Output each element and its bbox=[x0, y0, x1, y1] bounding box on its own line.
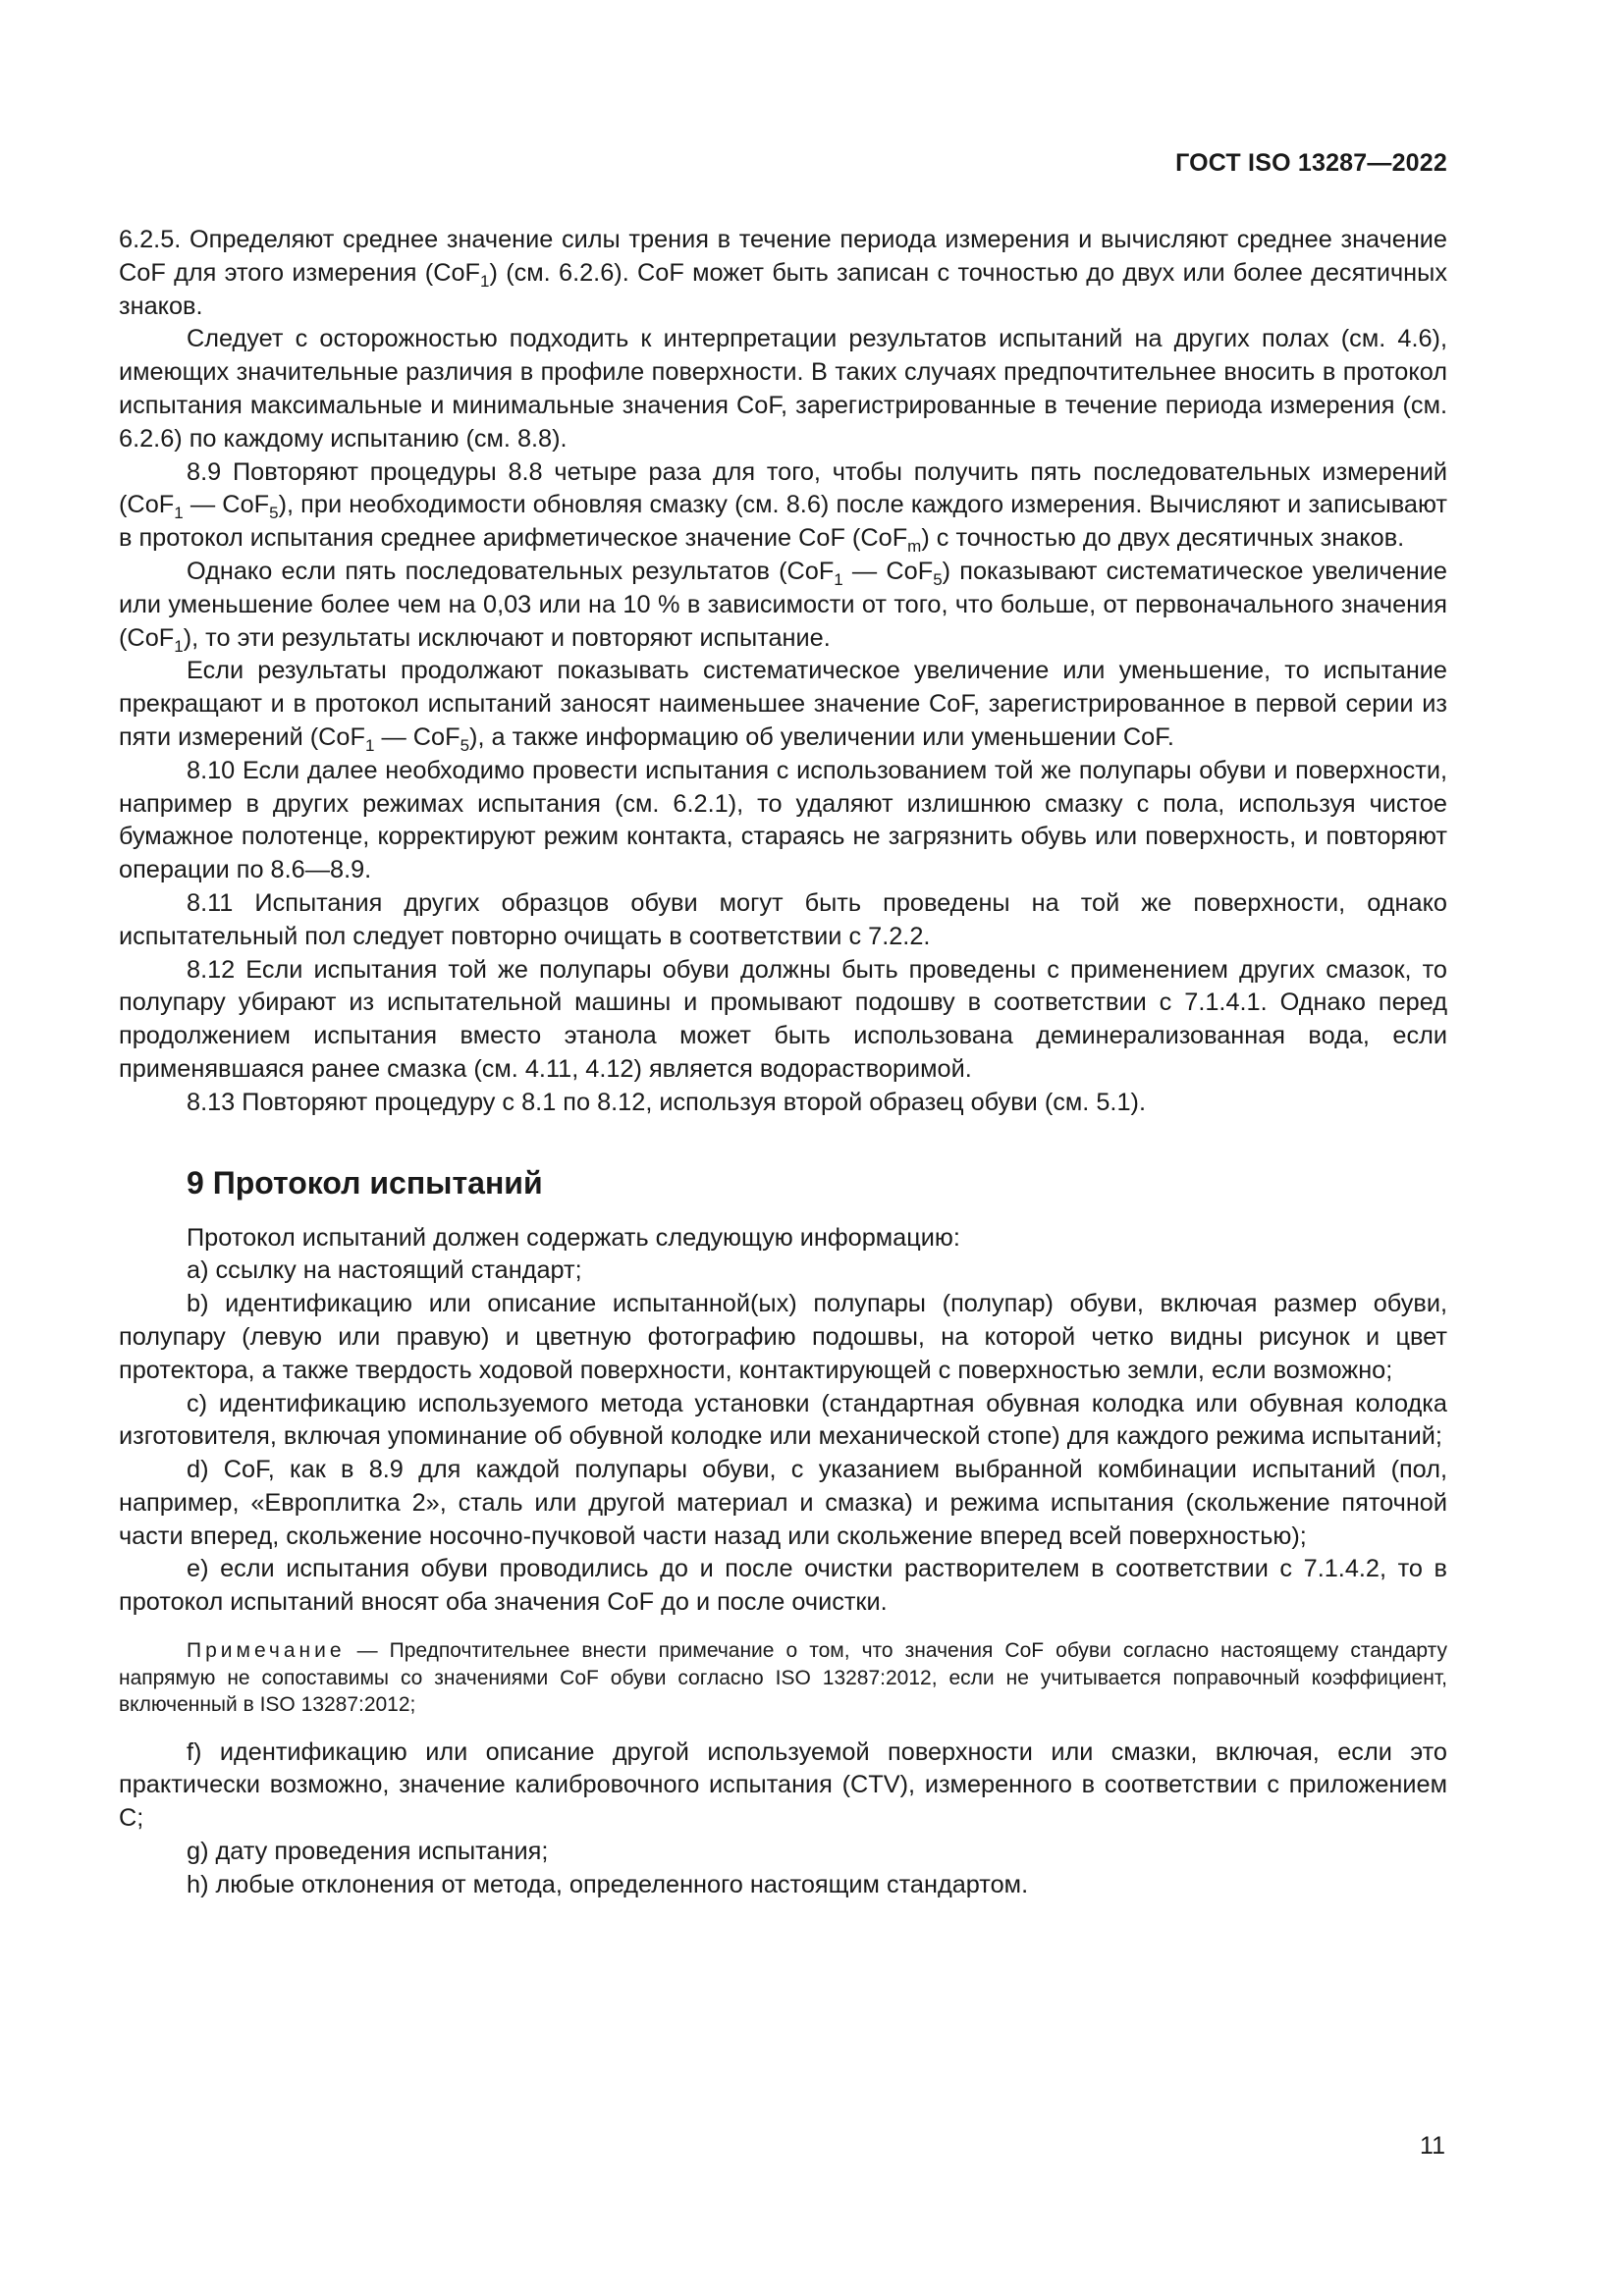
list-item-e: e) если испытания обуви проводились до и после очистки растворителем в соответствии с 7.1.4.2, то в протокол испытаний вносят оба значения CoF до и после очистки. bbox=[119, 1555, 1447, 1617]
text-run: ), при необходимости обновляя смазку (см. 8.6) после каждого измерения. Вычисляют и записывают в протокол испытания среднее арифметическое значение CoF (CoF bbox=[119, 491, 1447, 553]
paragraph-8-9 bbox=[119, 456, 1447, 556]
paragraph-8-12: 8.12 Если испытания той же полупары обуви должны быть проведены с применением других смазок, то полупару убирают из испытательной машины и промывают подошву в соответствии с 7.1.4.1. Однако перед продолжением испытания вместо этанола может быть использована деминерализованная вода, если применявшаяся ранее смазка (см. 4.11, 4.12) является водорастворимой. bbox=[119, 955, 1447, 1083]
text-run: — CoF bbox=[183, 491, 270, 519]
page-number: 11 bbox=[1420, 2132, 1445, 2160]
list-item-d: d) CoF, как в 8.9 для каждой полупары обуви, с указанием выбранной комбинации испытаний (пол, например, «Европлитка 2», сталь или другой материал и смазка) и режима испытания (скольжение пяточной части вперед, скольжение носочно-пучковой части назад или скольжение вперед всей поверхностью); bbox=[119, 1456, 1447, 1550]
text-run: ) показывают систематическое увеличение или уменьшение более чем на 0,03 или на 10 % в зависимости от того, что больше, от первоначального значения (CoF bbox=[119, 557, 1447, 652]
subscript: 1 bbox=[174, 504, 184, 523]
list-item-a: a) ссылку на настоящий стандарт; bbox=[187, 1256, 582, 1285]
document-header-id: ГОСТ ISO 13287—2022 bbox=[1175, 149, 1447, 177]
subscript: 5 bbox=[269, 504, 279, 523]
paragraph-8-10: 8.10 Если далее необходимо провести испытания с использованием той же полупары обуви и поверхности, например в других режимах испытания (см. 6.2.1), то удаляют излишнюю смазку с пола, используя чистое бумажное полотенце, корректируют режим контакта, стараясь не загрязнить обувь или поверхность, и повторяют операции по 8.6—8.9. bbox=[119, 756, 1447, 884]
text-run: Если результаты продолжают показывать систематическое увеличение или уменьшение, то испытание прекращают и в протокол испытаний заносят наименьшее значение CoF, зарегистрированное в первой серии из пяти измерений (CoF bbox=[119, 657, 1447, 751]
note-label: Примечание bbox=[187, 1639, 346, 1663]
subscript: 1 bbox=[480, 271, 490, 291]
text-run: — CoF bbox=[842, 557, 934, 585]
section-9-intro: Протокол испытаний должен содержать следующую информацию: bbox=[187, 1223, 960, 1252]
list-item-g: g) дату проведения испытания; bbox=[187, 1837, 549, 1865]
text-run: 8.9 Повторяют процедуры 8.8 четыре раза для того, чтобы получить пять последовательных измерений (CoF bbox=[119, 457, 1447, 519]
list-item-f: f) идентификацию или описание другой используемой поверхности или смазки, включая, если это практически возможно, значение калибровочного испытания (CTV), измеренного в соответствии с приложением С; bbox=[119, 1737, 1447, 1833]
text-run: ) с точностью до двух десятичных знаков. bbox=[921, 524, 1405, 553]
list-item-b: b) идентификацию или описание испытанной(ых) полупары (полупар) обуви, включая размер обуви, полупару (левую или правую) и цветную фотографию подошвы, на которой четко видны рисунок и цвет протектора, а также твердость ходовой поверхности, контактирующей с поверхностью земли, если возможно; bbox=[119, 1290, 1447, 1384]
subscript: 1 bbox=[364, 735, 375, 755]
text-run: ), то эти результаты исключают и повторяют испытание. bbox=[183, 623, 831, 652]
paragraph-if-results bbox=[119, 655, 1447, 754]
paragraph-8-11: 8.11 Испытания других образцов обуви могут быть проведены на той же поверхности, однако испытательный пол следует повторно очищать в соответствии с 7.2.2. bbox=[119, 888, 1447, 950]
paragraph-8-13: 8.13 Повторяют процедуру с 8.1 по 8.12, используя второй образец обуви (см. 5.1). bbox=[187, 1088, 1146, 1116]
paragraph-6-2-5 bbox=[119, 224, 1447, 323]
subscript: 5 bbox=[933, 569, 943, 589]
page-body bbox=[119, 224, 1447, 1902]
list-item-h: h) любые отклонения от метода, определенного настоящим стандартом. bbox=[187, 1870, 1029, 1898]
paragraph-caution: Следует с осторожностью подходить к интерпретации результатов испытаний на других полах (см. 4.6), имеющих значительные различия в профиле поверхности. В таких случаях предпочтительнее вносить в протокол испытания максимальные и минимальные значения CoF, зарегистрированные в течение периода измерения (см. 6.2.6) по каждому испытанию (см. 8.8). bbox=[119, 325, 1447, 453]
note-text: — Предпочтительнее внести примечание о том, что значения CoF обуви согласно настоящему стандарту напрямую не сопоставимы со значениями CoF обуви согласно ISO 13287:2012, если не учитывается поправочный коэффициент, включенный в ISO 13287:2012; bbox=[119, 1639, 1447, 1717]
subscript: 1 bbox=[834, 569, 843, 589]
subscript: 5 bbox=[460, 735, 470, 755]
text-run: 6.2.5. Определяют среднее значение силы трения в течение периода измерения и вычисляют среднее значение CoF для этого измерения (CoF bbox=[119, 226, 1447, 287]
section-9-heading: 9 Протокол испытаний bbox=[187, 1164, 543, 1201]
subscript: m bbox=[907, 537, 922, 557]
paragraph-however bbox=[119, 556, 1447, 655]
text-run: ), а также информацию об увеличении или уменьшении CoF. bbox=[469, 722, 1174, 751]
text-run: — CoF bbox=[374, 722, 460, 751]
subscript: 1 bbox=[174, 636, 184, 656]
text-run: Однако если пять последовательных результатов (CoF bbox=[187, 557, 835, 585]
note bbox=[119, 1637, 1447, 1719]
list-item-c: c) идентификацию используемого метода установки (стандартная обувная колодка или обувная колодка изготовителя, включая упоминание об обувной колодке или механической стопе) для каждого режима испытаний; bbox=[119, 1389, 1447, 1451]
text-run: ) (см. 6.2.6). CoF может быть записан с точностью до двух или более десятичных знаков. bbox=[119, 258, 1447, 320]
